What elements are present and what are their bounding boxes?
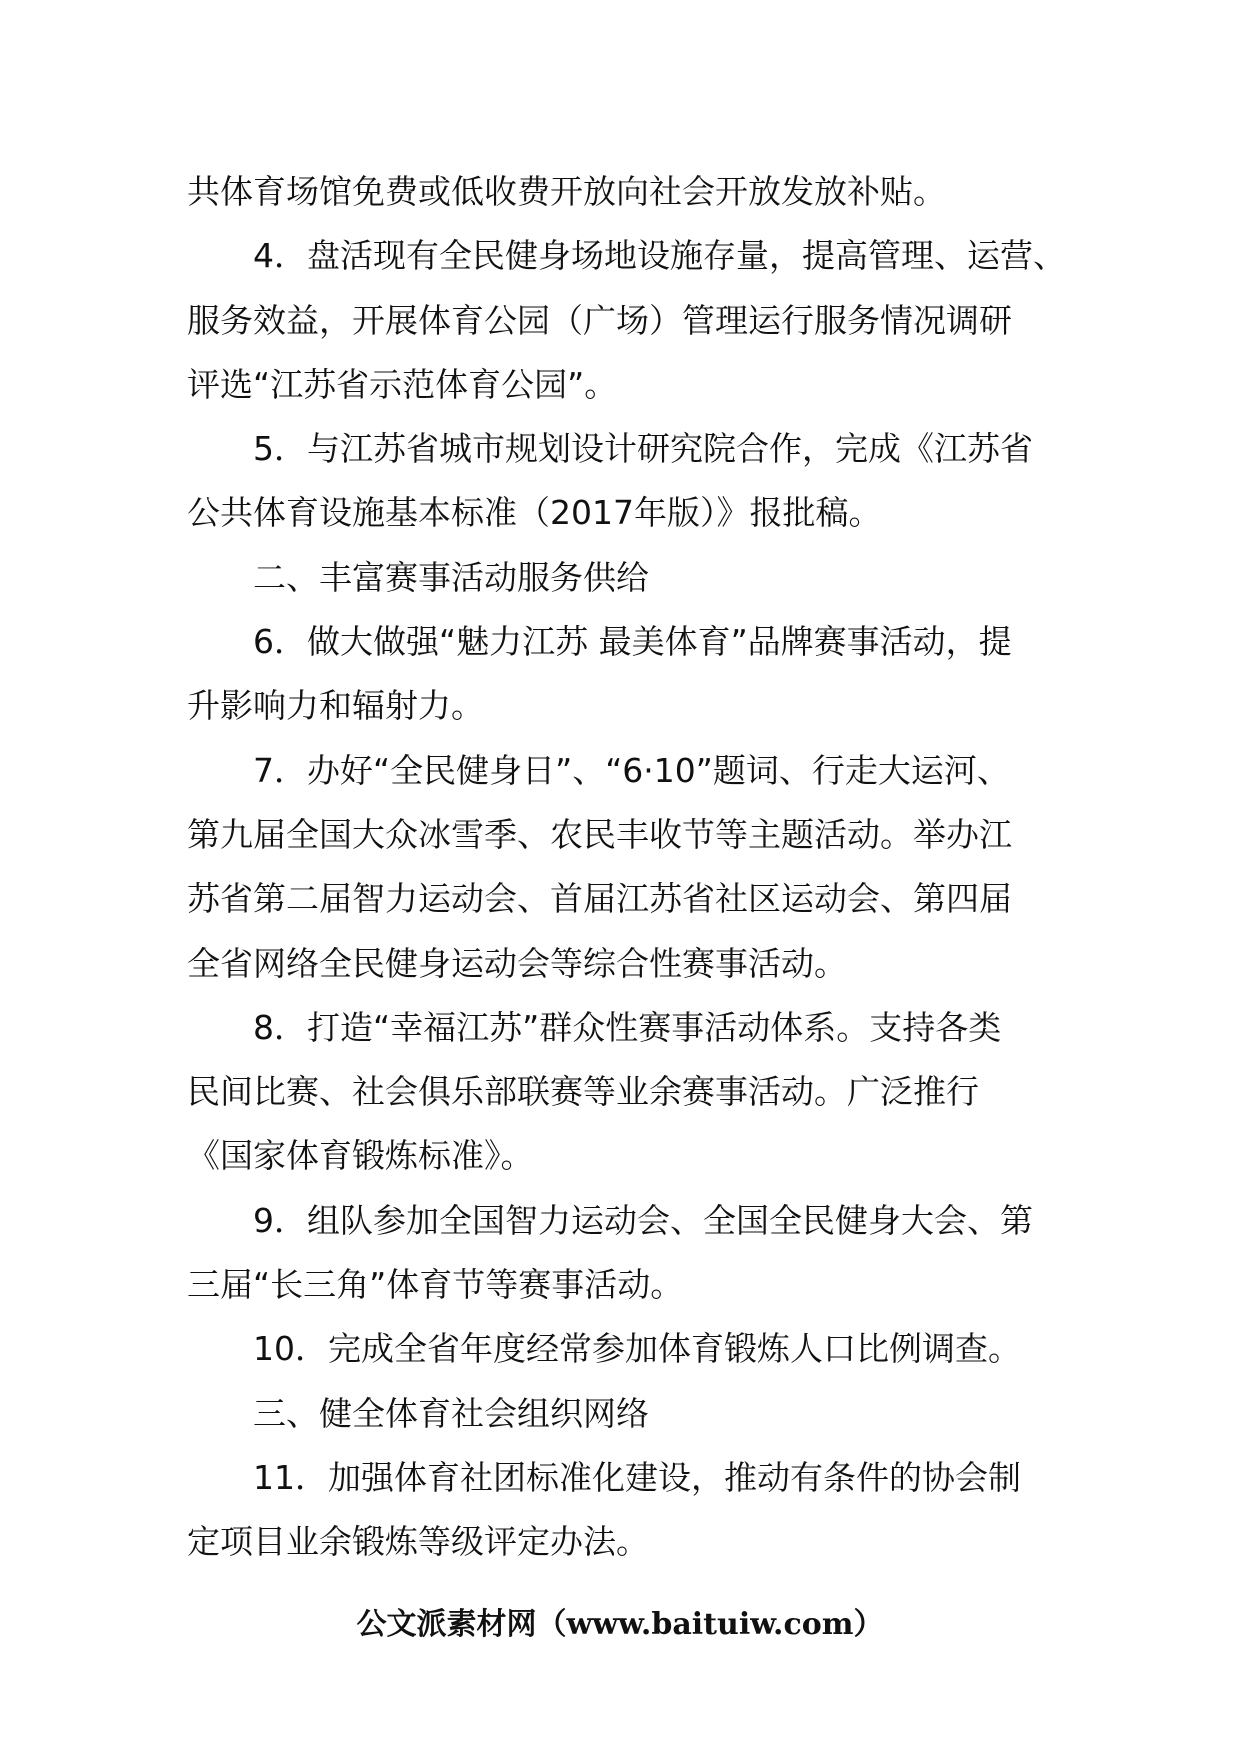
list-item-5-line: 5．与江苏省城市规划设计研究院合作，完成《江苏省 <box>253 429 1033 469</box>
text-line: 苏省第二届智力运动会、首届江苏省社区运动会、第四届 <box>187 879 1012 919</box>
text-line: 共体育场馆免费或低收费开放向社会开放发放补贴。 <box>187 172 946 211</box>
list-item-8-line: 8．打造“幸福江苏”群众性赛事活动体系。支持各类 <box>253 1007 1002 1047</box>
text-line: 第九届全国大众冰雪季、农民丰收节等主题活动。举办江 <box>187 814 1012 854</box>
text-line: 全省网络全民健身运动会等综合性赛事活动。 <box>187 943 847 983</box>
list-item-10-line: 10．完成全省年度经常参加体育锻炼人口比例调查。 <box>253 1329 1021 1369</box>
list-item-7-line: 7．办好“全民健身日”、“6·10”题词、行走大运河、 <box>253 750 1010 790</box>
section-heading-2: 二、丰富赛事活动服务供给 <box>253 557 649 597</box>
text-line: 服务效益，开展体育公园（广场）管理运行服务情况调研 <box>187 300 1012 340</box>
text-line: 民间比赛、社会俱乐部联赛等业余赛事活动。广泛推行 <box>187 1072 979 1112</box>
list-item-6-line: 6．做大做强“魅力江苏 最美体育”品牌赛事活动，提 <box>253 622 1012 662</box>
text-line: 三届“长三角”体育节等赛事活动。 <box>187 1265 684 1305</box>
list-item-4-line: 4．盘活现有全民健身场地设施存量，提高管理、运营、 <box>253 236 1066 276</box>
text-line: 定项目业余锻炼等级评定办法。 <box>187 1522 649 1562</box>
text-line: 评选“江苏省示范体育公园”。 <box>187 364 618 404</box>
text-line: 公共体育设施基本标准（2017年版）》报批稿。 <box>187 493 882 533</box>
text-line: 升影响力和辐射力。 <box>187 686 484 726</box>
body-text <box>187 160 1066 1575</box>
footer-watermark: 公文派素材网（www.baituiw.com） <box>356 1607 884 1642</box>
section-heading-3: 三、健全体育社会组织网络 <box>253 1393 649 1433</box>
text-line: 《国家体育锻炼标准》。 <box>187 1136 534 1176</box>
list-item-9-line: 9．组队参加全国智力运动会、全国全民健身大会、第 <box>253 1200 1033 1240</box>
list-item-11-line: 11．加强体育社团标准化建设，推动有条件的协会制 <box>253 1457 1021 1497</box>
